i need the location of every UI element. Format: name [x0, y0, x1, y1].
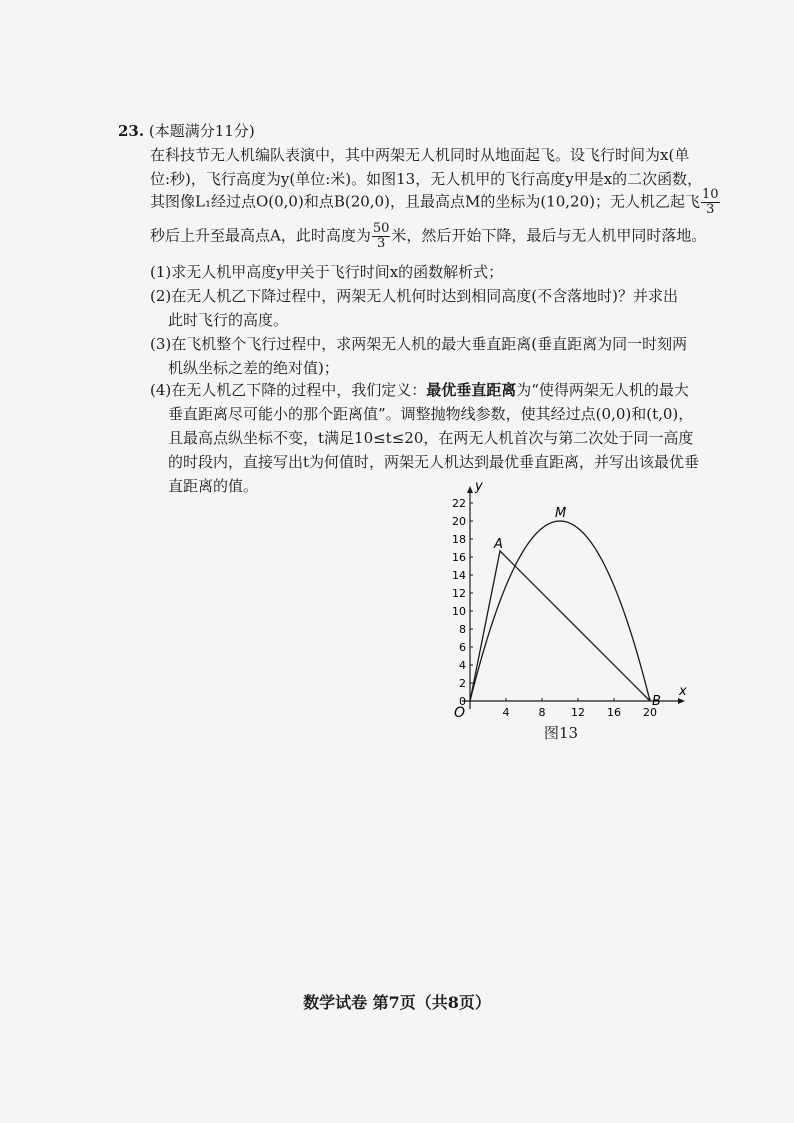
y-tick-label: 8 — [459, 623, 466, 636]
question-line-4 — [150, 222, 706, 251]
question-line-3-text: 其图像L₁经过点O(0,0)和点B(20,0)，且最高点M的坐标为(10,20)；无人机乙起飞 — [150, 192, 700, 211]
page-footer: 数学试卷 第7页（共8页） — [303, 993, 491, 1012]
score-note: (本题满分11分) — [148, 122, 255, 140]
question-line-3 — [150, 188, 721, 217]
x-tick-label: 12 — [571, 706, 585, 719]
x-tick-label: 4 — [502, 706, 510, 719]
part-4-text: (4)在无人机乙下降的过程中，我们定义： — [150, 381, 427, 399]
y-tick-label: 20 — [452, 515, 466, 528]
y-tick-label: 16 — [452, 551, 466, 564]
x-tick-label: 20 — [643, 706, 657, 719]
figure-13-chart — [440, 476, 690, 726]
question-line-4-text: 秒后上升至最高点A，此时高度为 — [150, 226, 371, 245]
part-3-cont: 机纵坐标之差的绝对值)； — [168, 359, 339, 377]
question-header — [118, 120, 255, 141]
part-3 — [150, 332, 700, 380]
part-4-cont-1: 垂直距离尽可能小的那个距离值”。调整抛物线参数，使其经过点(0,0)和(t,0)， — [168, 405, 694, 423]
part-1-text: (1)求无人机甲高度y甲关于飞行时间x的函数解析式； — [150, 263, 504, 281]
part-2-text: (2)在无人机乙下降过程中，两架无人机何时达到相同高度(不含落地时)？并求出 — [150, 287, 678, 305]
y-tick-label: 0 — [459, 695, 466, 708]
part-4-text-after: 为“使得两架无人机的最大 — [516, 381, 689, 399]
drone-b-path — [470, 551, 650, 701]
fraction-10-3: $\frac{10}{3}$ — [701, 187, 719, 217]
part-4-cont-3: 的时段内，直接写出t为何值时，两架无人机达到最优垂直距离，并写出该最优垂 — [168, 453, 700, 471]
part-4-bold-term: 最优垂直距离 — [426, 381, 517, 399]
x-axis-label: x — [679, 684, 687, 699]
chart-ticks — [452, 497, 657, 719]
part-4-cont-4: 直距离的值。 — [168, 477, 259, 495]
chart-point-labels — [454, 506, 661, 721]
part-1 — [150, 260, 700, 284]
y-tick-label: 18 — [452, 533, 466, 546]
question-number: 23. — [118, 122, 145, 140]
question-line-4-end: 米，然后开始下降，最后与无人机甲同时落地。 — [391, 226, 707, 245]
y-tick-label: 22 — [452, 497, 466, 510]
figure-caption: 图13 — [544, 724, 579, 742]
part-4-cont-2: 且最高点纵坐标不变，t满足10≤t≤20，在两无人机首次与第二次处于同一高度 — [168, 429, 694, 447]
question-line-1: 在科技节无人机编队表演中，其中两架无人机同时从地面起飞。设飞行时间为x(单 — [150, 146, 690, 164]
y-tick-label: 10 — [452, 605, 466, 618]
fraction-50-3: $\frac{50}{3}$ — [372, 221, 390, 251]
y-tick-label: 6 — [459, 641, 466, 654]
y-tick-label: 14 — [452, 569, 466, 582]
y-axis-arrow — [467, 486, 473, 493]
point-B-label: B — [652, 694, 661, 709]
y-tick-label: 4 — [459, 659, 466, 672]
y-axis-label: y — [475, 479, 483, 494]
point-M-label: M — [555, 506, 567, 521]
origin-label: O — [454, 705, 466, 721]
y-tick-label: 2 — [459, 677, 466, 690]
x-tick-label: 8 — [538, 706, 546, 719]
part-2 — [150, 284, 700, 332]
chart-axes — [462, 479, 687, 709]
y-tick-label: 12 — [452, 587, 466, 600]
part-3-text: (3)在飞机整个飞行过程中，求两架无人机的最大垂直距离(垂直距离为同一时刻两 — [150, 335, 688, 353]
point-A-label: A — [493, 536, 503, 552]
part-2-cont: 此时飞行的高度。 — [168, 311, 289, 329]
x-tick-label: 16 — [607, 706, 621, 719]
question-line-2: 位:秒)，飞行高度为y(单位:米)。如图13，无人机甲的飞行高度y甲是x的二次函数， — [150, 170, 703, 188]
